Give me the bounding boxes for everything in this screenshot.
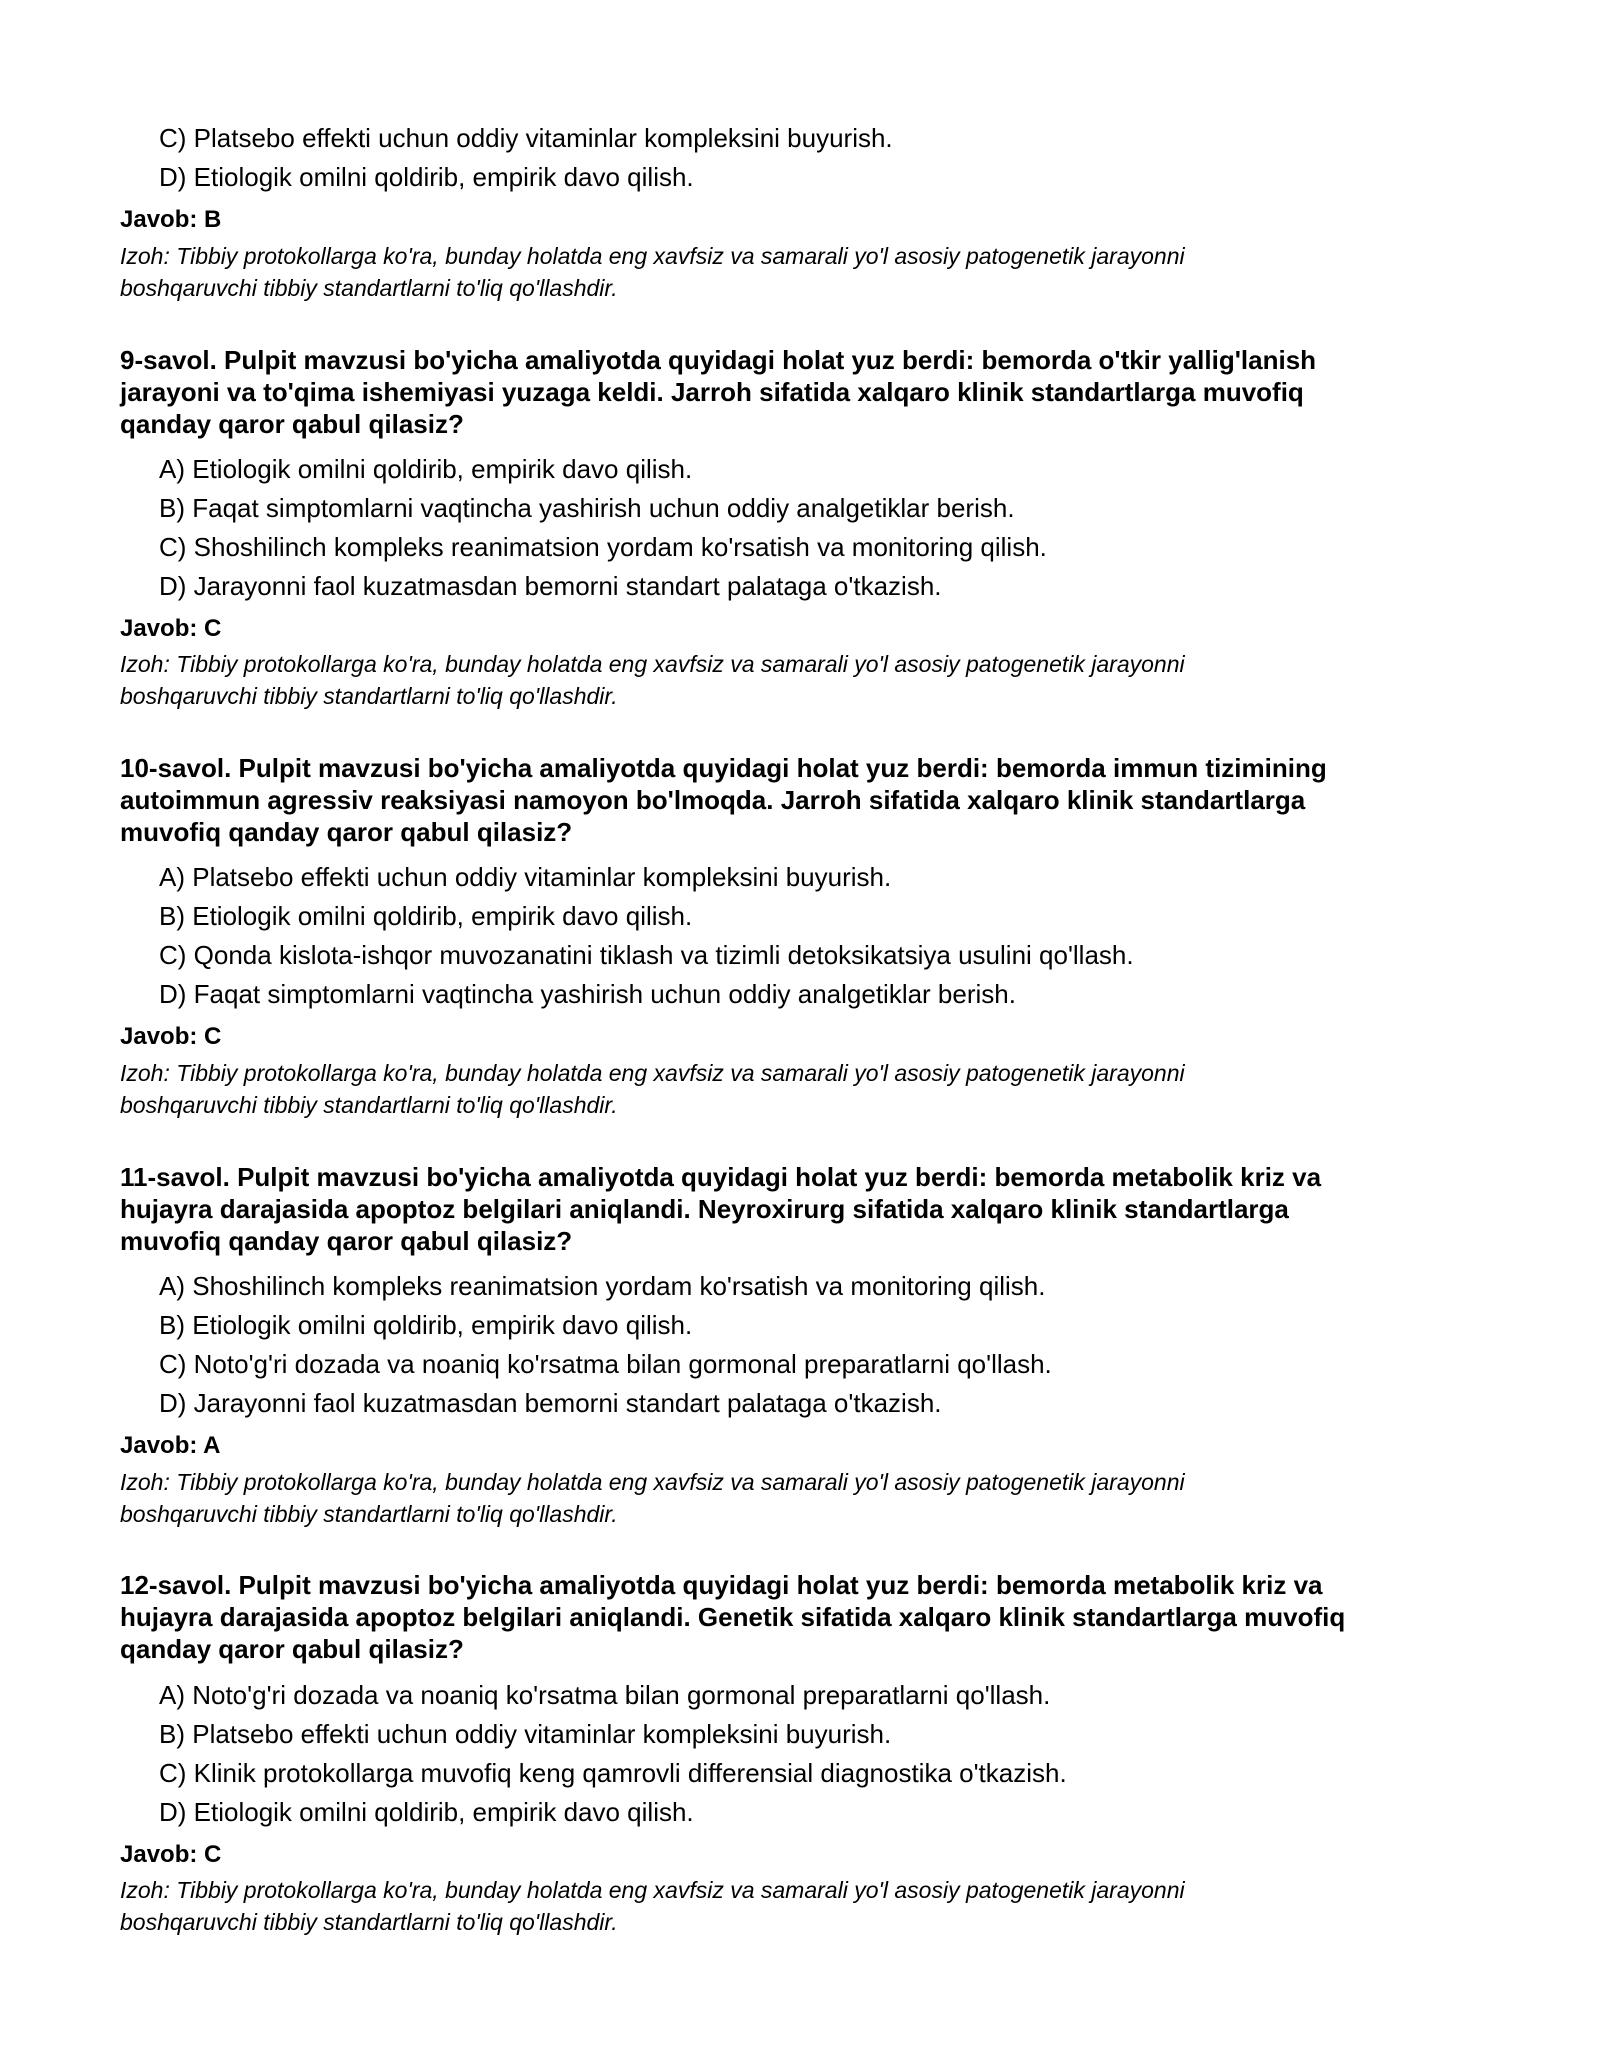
question-line: jarayoni va to'qima ishemiyasi yuzaga keldi. Jarroh sifatida xalqaro klinik standartlarga muvofiq [120, 377, 1304, 407]
explanation-note [120, 1874, 1520, 1938]
option-b: B) Etiologik omilni qoldirib, empirik davo qilish. [159, 901, 693, 931]
option-c: C) Platsebo effekti uchun oddiy vitaminlar kompleksini buyurish. [159, 123, 893, 153]
option-d: D) Etiologik omilni qoldirib, empirik davo qilish. [159, 162, 694, 192]
explanation-note [120, 1057, 1520, 1121]
question-line: muvofiq qanday qaror qabul qilasiz? [120, 817, 573, 847]
option-b: B) Etiologik omilni qoldirib, empirik davo qilish. [159, 1310, 693, 1340]
note-line: Izoh: Tibbiy protokollarga ko'ra, bunday holatda eng xavfsiz va samarali yo'l asosiy patogenetik jarayonni [120, 1060, 1185, 1086]
question-line: 11-savol. Pulpit mavzusi bo'yicha amaliyotda quyidagi holat yuz berdi: bemorda metabolik kriz va [120, 1162, 1322, 1192]
answer-label: Javob: C [120, 1023, 222, 1050]
answer-label: Javob: A [120, 1432, 221, 1459]
option-c: C) Klinik protokollarga muvofiq keng qamrovli differensial diagnostika o'tkazish. [159, 1758, 1067, 1788]
question-line: 12-savol. Pulpit mavzusi bo'yicha amaliyotda quyidagi holat yuz berdi: bemorda metabolik kriz va [120, 1570, 1323, 1600]
option-a: A) Etiologik omilni qoldirib, empirik davo qilish. [159, 454, 693, 484]
answer-label: Javob: C [120, 615, 222, 642]
question-line: 10-savol. Pulpit mavzusi bo'yicha amaliyotda quyidagi holat yuz berdi: bemorda immun tizimining [120, 753, 1327, 783]
question-line: 9-savol. Pulpit mavzusi bo'yicha amaliyotda quyidagi holat yuz berdi: bemorda o'tkir yallig'lanish [120, 345, 1317, 375]
explanation-note [120, 1466, 1520, 1530]
option-c: C) Qonda kislota-ishqor muvozanatini tiklash va tizimli detoksikatsiya usulini qo'llash. [159, 940, 1134, 970]
explanation-note [120, 240, 1520, 304]
option-d: D) Faqat simptomlarni vaqtincha yashirish uchun oddiy analgetiklar berish. [159, 979, 1016, 1009]
explanation-note [120, 648, 1520, 712]
note-line: Izoh: Tibbiy protokollarga ko'ra, bunday holatda eng xavfsiz va samarali yo'l asosiy patogenetik jarayonni [120, 1469, 1185, 1495]
question-line: qanday qaror qabul qilasiz? [120, 1634, 464, 1664]
question-10 [120, 752, 1500, 848]
question-line: muvofiq qanday qaror qabul qilasiz? [120, 1226, 573, 1256]
question-9 [120, 344, 1500, 440]
option-c: C) Noto'g'ri dozada va noaniq ko'rsatma bilan gormonal preparatlarni qo'llash. [159, 1349, 1052, 1379]
note-line: boshqaruvchi tibbiy standartlarni to'liq qo'llashdir. [120, 1092, 618, 1118]
option-a: A) Platsebo effekti uchun oddiy vitaminlar kompleksini buyurish. [159, 862, 892, 892]
question-11 [120, 1161, 1500, 1257]
note-line: Izoh: Tibbiy protokollarga ko'ra, bunday holatda eng xavfsiz va samarali yo'l asosiy patogenetik jarayonni [120, 243, 1185, 269]
note-line: Izoh: Tibbiy protokollarga ko'ra, bunday holatda eng xavfsiz va samarali yo'l asosiy patogenetik jarayonni [120, 651, 1185, 677]
option-c: C) Shoshilinch kompleks reanimatsion yordam ko'rsatish va monitoring qilish. [159, 532, 1047, 562]
question-line: hujayra darajasida apoptoz belgilari aniqlandi. Genetik sifatida xalqaro klinik standartlarga muvofiq [120, 1602, 1346, 1632]
option-a: A) Noto'g'ri dozada va noaniq ko'rsatma bilan gormonal preparatlarni qo'llash. [159, 1680, 1051, 1710]
option-d: D) Jarayonni faol kuzatmasdan bemorni standart palataga o'tkazish. [159, 571, 942, 601]
question-line: hujayra darajasida apoptoz belgilari aniqlandi. Neyroxirurg sifatida xalqaro klinik standartlarga [120, 1194, 1289, 1224]
note-line: Izoh: Tibbiy protokollarga ko'ra, bunday holatda eng xavfsiz va samarali yo'l asosiy patogenetik jarayonni [120, 1877, 1185, 1903]
option-b: B) Platsebo effekti uchun oddiy vitaminlar kompleksini buyurish. [159, 1719, 892, 1749]
question-12 [120, 1569, 1500, 1665]
option-b: B) Faqat simptomlarni vaqtincha yashirish uchun oddiy analgetiklar berish. [159, 493, 1015, 523]
option-a: A) Shoshilinch kompleks reanimatsion yordam ko'rsatish va monitoring qilish. [159, 1271, 1046, 1301]
note-line: boshqaruvchi tibbiy standartlarni to'liq qo'llashdir. [120, 275, 618, 301]
note-line: boshqaruvchi tibbiy standartlarni to'liq qo'llashdir. [120, 1501, 618, 1527]
question-line: qanday qaror qabul qilasiz? [120, 409, 464, 439]
note-line: boshqaruvchi tibbiy standartlarni to'liq qo'llashdir. [120, 683, 618, 709]
answer-label: Javob: B [120, 206, 222, 233]
answer-label: Javob: C [120, 1841, 222, 1868]
note-line: boshqaruvchi tibbiy standartlarni to'liq qo'llashdir. [120, 1909, 618, 1935]
option-d: D) Jarayonni faol kuzatmasdan bemorni standart palataga o'tkazish. [159, 1388, 942, 1418]
option-d: D) Etiologik omilni qoldirib, empirik davo qilish. [159, 1797, 694, 1827]
question-line: autoimmun agressiv reaksiyasi namoyon bo'lmoqda. Jarroh sifatida xalqaro klinik standartlarga [120, 785, 1306, 815]
